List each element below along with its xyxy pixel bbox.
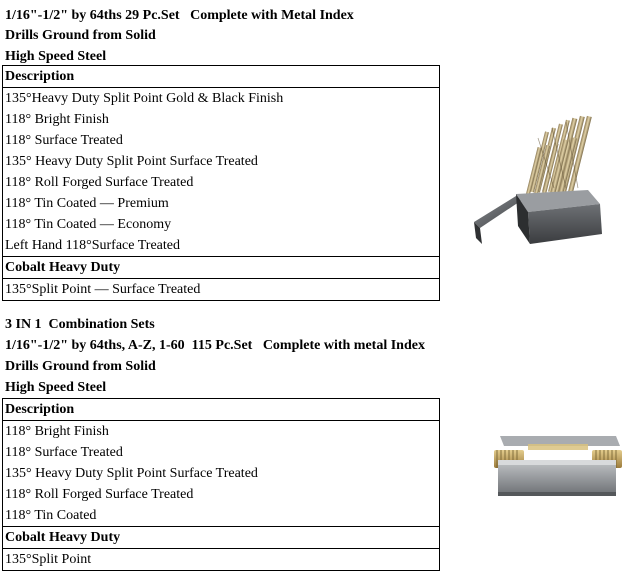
table-row [3, 172, 440, 193]
table-row [3, 88, 440, 110]
table-row [3, 463, 440, 484]
set-1-material: High Speed Steel [5, 49, 107, 64]
cobalt-header: Cobalt Heavy Duty [3, 257, 440, 279]
cobalt-header: Cobalt Heavy Duty [3, 527, 440, 549]
description-cell: 135°Split Point — Surface Treated [3, 279, 440, 301]
description-cell: 135° Heavy Duty Split Point Surface Treated [3, 463, 440, 484]
table-row [3, 193, 440, 214]
set-1-description-table [2, 65, 440, 301]
table-row [3, 421, 440, 443]
table-header-row [3, 66, 440, 88]
description-cell: 118° Bright Finish [3, 109, 440, 130]
description-cell: 118° Tin Coated — Economy [3, 214, 440, 235]
table-row [3, 484, 440, 505]
table-row [3, 214, 440, 235]
set-2-description-table [2, 398, 440, 571]
table-header-row [3, 399, 440, 421]
table-group-header-row [3, 257, 440, 279]
set-2-subtitle: Drills Ground from Solid [5, 359, 156, 374]
table-row [3, 549, 440, 571]
table-row [3, 442, 440, 463]
set-2-material: High Speed Steel [5, 380, 107, 395]
description-cell: 118° Surface Treated [3, 130, 440, 151]
table-row [3, 109, 440, 130]
description-header: Description [3, 66, 440, 88]
description-cell: 135°Heavy Duty Split Point Gold & Black Finish [3, 88, 440, 110]
combination-set-115pc-image [488, 430, 626, 502]
table-row [3, 279, 440, 301]
set-1-subtitle: Drills Ground from Solid [5, 28, 156, 43]
table-row [3, 505, 440, 527]
description-cell: 135° Heavy Duty Split Point Surface Treated [3, 151, 440, 172]
description-cell: 118° Roll Forged Surface Treated [3, 484, 440, 505]
set-2-title: 1/16"-1/2" by 64ths, A-Z, 1-60 115 Pc.Set Complete with metal Index [5, 338, 425, 353]
description-header: Description [3, 399, 440, 421]
description-cell: 118° Tin Coated [3, 505, 440, 527]
drill-set-29pc-image [468, 108, 608, 248]
description-cell: 118° Roll Forged Surface Treated [3, 172, 440, 193]
table-group-header-row [3, 527, 440, 549]
table-row [3, 235, 440, 257]
description-cell: 135°Split Point [3, 549, 440, 571]
table-row [3, 151, 440, 172]
description-cell: 118° Tin Coated — Premium [3, 193, 440, 214]
description-cell: 118° Surface Treated [3, 442, 440, 463]
set-1-title: 1/16"-1/2" by 64ths 29 Pc.Set Complete with Metal Index [5, 8, 354, 23]
set-2-heading: 3 IN 1 Combination Sets [5, 317, 155, 332]
table-row [3, 130, 440, 151]
description-cell: Left Hand 118°Surface Treated [3, 235, 440, 257]
description-cell: 118° Bright Finish [3, 421, 440, 443]
